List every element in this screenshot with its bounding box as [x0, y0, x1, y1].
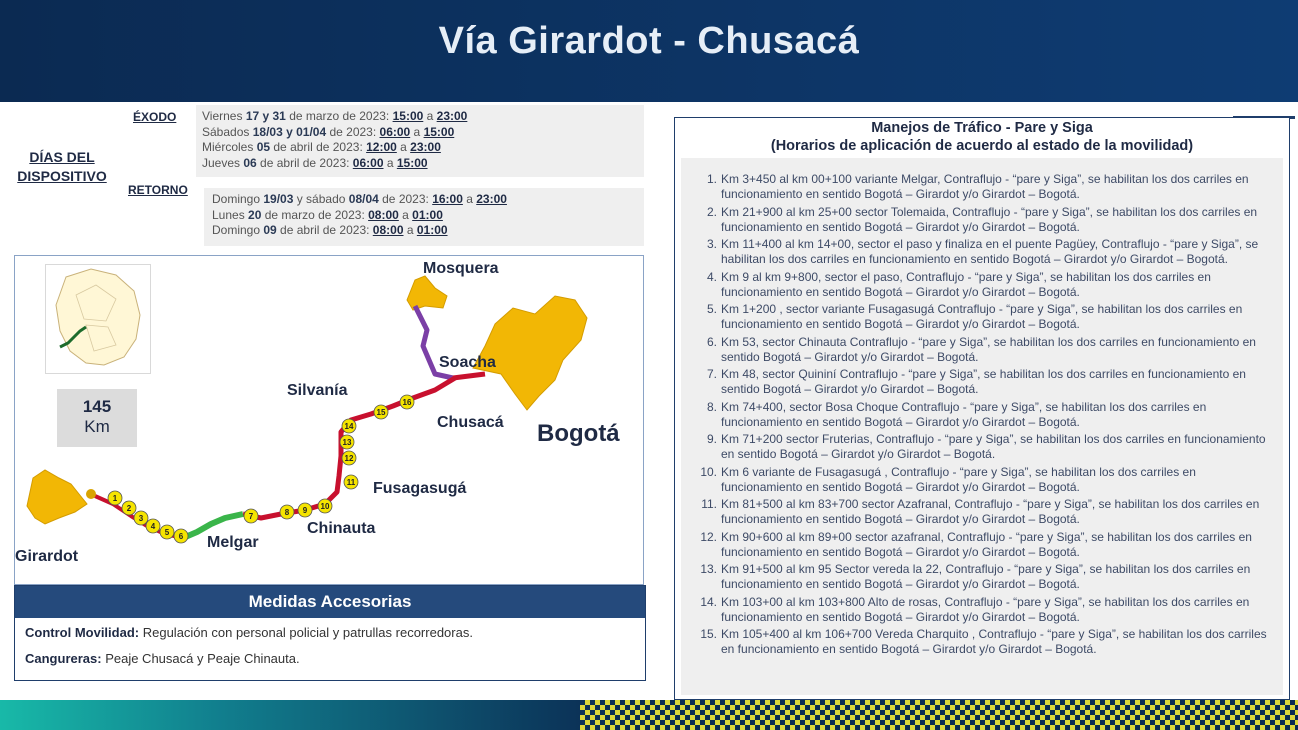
list-item — [693, 400, 1273, 430]
list-item-text: Km 81+500 al km 83+700 sector Azafranal, Contraflujo - “pare y Siga”, se habilitan los dos carriles en funcionamiento en sentido Bogotá – Girardot y/o Girardot – Bogotá. — [721, 497, 1260, 527]
list-item-text: Km 53, sector Chinauta Contraflujo - “pare y Siga”, se habilitan los dos carriles en funcionamiento en sentido Bogotá – Girardot y/o Girardot – Bogotá. — [721, 334, 1256, 364]
route-marker-9 — [298, 503, 312, 517]
page-title: Vía Girardot - Chusacá — [438, 20, 860, 62]
schedule-line: Miércoles 05 de abril de 2023: 12:00 a 23:00 — [202, 140, 441, 154]
list-item-number: 14. — [700, 594, 717, 609]
city-girardot: Girardot — [15, 548, 79, 565]
exodo-label: ÉXODO — [133, 110, 177, 124]
medidas-accesorias-box — [14, 585, 646, 681]
svg-text:4: 4 — [150, 522, 156, 531]
dias-label-line2: DISPOSITIVO — [17, 168, 107, 184]
list-item — [693, 205, 1273, 235]
svg-text:1: 1 — [112, 494, 118, 503]
list-item-number: 12. — [700, 529, 717, 544]
list-item-number: 6. — [706, 334, 717, 349]
list-item-number: 11. — [701, 497, 717, 511]
bogota-region — [473, 296, 587, 410]
distance-value: 145 — [82, 397, 112, 416]
list-item-text: Km 3+450 al km 00+100 variante Melgar, Contraflujo - “pare y Siga”, se habilitan los dos carriles en funcionamiento en sentido Bogotá – Girardot y/o Girardot – Bogotá. — [721, 172, 1249, 202]
list-item — [693, 335, 1273, 365]
list-item-text: Km 9 al km 9+800, sector el paso, Contraflujo - “pare y Siga”, se habilitan los dos carriles en funcionamiento en sentido Bogotá – Girardot y/o Girardot – Bogotá. — [721, 269, 1211, 299]
route-marker-15 — [374, 405, 388, 419]
svg-text:2: 2 — [126, 504, 132, 513]
pare-y-siga-panel — [674, 117, 1290, 700]
svg-text:11: 11 — [346, 478, 356, 487]
list-item-number: 15. — [700, 627, 717, 641]
list-item-text: Km 1+200 , sector variante Fusagasugá Contraflujo - “pare y Siga”, se habilitan los dos carriles en funcionamiento en sentido Bogotá – Girardot y/o Girardot – Bogotá. — [721, 302, 1243, 332]
svg-text:6: 6 — [178, 532, 184, 541]
schedule-line: Jueves 06 de abril de 2023: 06:00 a 15:00 — [202, 155, 428, 170]
route-map — [14, 255, 644, 585]
panel-title-line1: Manejos de Tráfico - Pare y Siga — [871, 120, 1093, 136]
list-item-number: 10. — [700, 464, 717, 479]
mosquera-region — [407, 276, 447, 310]
list-item-number: 4. — [706, 269, 717, 284]
list-item-number: 2. — [706, 204, 717, 219]
medidas-title: Medidas Accesorias — [15, 586, 645, 618]
route-marker-14 — [342, 419, 356, 433]
panel-list-area — [681, 158, 1283, 695]
route-marker-7 — [244, 509, 258, 523]
list-item-text: Km 103+00 al km 103+800 Alto de rosas, Contraflujo - “pare y Siga”, se habilitan los dos carriles en funcionamiento en sentido Bogotá – Girardot y/o Girardot – Bogotá. — [721, 594, 1250, 624]
list-item-text: Km 48, sector Quininí Contraflujo - “pare y Siga”, se habilitan los dos carriles en funcionamiento en sentido Bogotá – Girardot y/o Girardot – Bogotá. — [721, 367, 1246, 397]
panel-title-line2: (Horarios de aplicación de acuerdo al estado de la movilidad) — [770, 138, 1194, 154]
city-melgar: Melgar — [207, 534, 259, 551]
medida-row: Control Movilidad: Regulación con personal policial y patrullas recorredoras. — [25, 625, 473, 640]
route-marker-6 — [174, 529, 188, 543]
list-item-number: 13. — [700, 562, 717, 576]
city-mosquera: Mosquera — [423, 260, 499, 277]
list-item-text: Km 91+500 al km 95 Sector vereda la 22, Contraflujo - “pare y Siga”, se habilitan los dos carriles en funcionamiento en sentido Bogotá – Girardot y/o Girardot – Bogotá. — [721, 562, 1251, 592]
city-bogota: Bogotá — [537, 420, 620, 447]
svg-text:14: 14 — [344, 422, 354, 431]
list-item — [693, 432, 1273, 462]
svg-text:8: 8 — [284, 508, 290, 517]
list-item — [693, 497, 1273, 527]
exodo-schedule — [196, 105, 644, 177]
svg-text:3: 3 — [138, 514, 144, 523]
list-item-text: Km 105+400 al km 106+700 Vereda Charquito , Contraflujo - “pare y Siga”, se habilitan los dos carriles en funcionamiento en sentido Bogotá – Girardot y/o Girardot – Bogotá. — [721, 627, 1267, 657]
list-item-number: 3. — [706, 237, 717, 251]
list-item-number: 5. — [706, 302, 717, 316]
retorno-schedule — [204, 188, 644, 246]
footer-checker-pattern — [580, 700, 1298, 730]
pare-y-siga-list — [681, 158, 1283, 657]
dias-dispositivo-label — [12, 148, 112, 186]
list-item-number: 7. — [706, 367, 717, 381]
svg-text:7: 7 — [248, 512, 254, 521]
route-marker-10 — [318, 499, 332, 513]
route-marker-13 — [340, 435, 354, 449]
route-marker-2 — [122, 501, 136, 515]
list-item — [693, 270, 1273, 300]
route-marker-1 — [108, 491, 122, 505]
route-marker-8 — [280, 505, 294, 519]
city-fusagasuga: Fusagasugá — [373, 480, 467, 497]
list-item — [693, 530, 1273, 560]
retorno-label: RETORNO — [128, 183, 188, 197]
svg-text:9: 9 — [302, 506, 308, 515]
header-banner — [0, 0, 1298, 102]
footer-gradient — [0, 700, 620, 730]
city-soacha: Soacha — [439, 354, 496, 371]
medida-row: Cangureras: Peaje Chusacá y Peaje Chinauta. — [25, 651, 300, 666]
schedule-line: Lunes 20 de marzo de 2023: 08:00 a 01:00 — [212, 207, 443, 222]
schedule-line: Sábados 18/03 y 01/04 de 2023: 06:00 a 15:00 — [202, 124, 455, 139]
svg-text:15: 15 — [376, 408, 386, 417]
svg-text:13: 13 — [342, 438, 352, 447]
schedule-line: Domingo 19/03 y sábado 08/04 de 2023: 16:00 a 23:00 — [212, 192, 507, 206]
list-item-text: Km 21+900 al km 25+00 sector Tolemaida, Contraflujo - “pare y Siga”, se habilitan los dos carriles en funcionamiento en sentido Bogotá – Girardot y/o Girardot – Bogotá. — [721, 204, 1258, 234]
list-item — [693, 172, 1273, 202]
list-item — [693, 367, 1273, 397]
list-item-number: 8. — [706, 399, 717, 414]
city-chusaca: Chusacá — [437, 414, 504, 431]
route-marker-3 — [134, 511, 148, 525]
svg-text:10: 10 — [320, 502, 330, 511]
soacha-connector — [453, 374, 485, 378]
list-item — [693, 562, 1273, 592]
list-item-number: 9. — [706, 432, 717, 446]
svg-text:12: 12 — [344, 454, 354, 463]
schedule-line: Domingo 09 de abril de 2023: 08:00 a 01:00 — [212, 223, 448, 237]
list-item — [693, 302, 1273, 332]
dias-label-line1: DÍAS DEL — [29, 149, 95, 165]
city-chinauta: Chinauta — [307, 520, 376, 537]
svg-text:5: 5 — [164, 528, 170, 537]
girardot-point — [86, 489, 96, 499]
route-marker-16 — [400, 395, 414, 409]
route-marker-4 — [146, 519, 160, 533]
list-item — [693, 627, 1273, 657]
route-marker-11 — [344, 475, 358, 489]
list-item-number: 1. — [706, 172, 717, 186]
list-item-text: Km 11+400 al km 14+00, sector el paso y finaliza en el puente Pagüey, Contraflujo - “pare y Siga”, se habilitan los dos carriles en funcionamiento en sentido Bogotá – Girardot y/o Girardot – Bogotá. — [721, 237, 1259, 267]
girardot-region — [27, 470, 87, 524]
route-marker-12 — [342, 451, 356, 465]
list-item-text: Km 71+200 sector Fruterias, Contraflujo - “pare y Siga”, se habilitan los dos carriles en funcionamiento en sentido Bogotá – Girardot y/o Girardot – Bogotá. — [721, 432, 1266, 462]
list-item — [693, 237, 1273, 267]
panel-title — [675, 119, 1289, 155]
list-item — [693, 595, 1273, 625]
list-item-text: Km 74+400, sector Bosa Choque Contraflujo - “pare y Siga”, se habilitan los dos carriles en funcionamiento en sentido Bogotá – Girardot y/o Girardot – Bogotá. — [721, 399, 1207, 429]
route-marker-5 — [160, 525, 174, 539]
city-silvania: Silvanía — [287, 382, 348, 399]
list-item-text: Km 6 variante de Fusagasugá , Contraflujo - “pare y Siga”, se habilitan los dos carriles en funcionamiento en sentido Bogotá – Girardot y/o Girardot – Bogotá. — [721, 464, 1196, 494]
svg-text:16: 16 — [402, 398, 412, 407]
list-item — [693, 465, 1273, 495]
schedule-line: Viernes 17 y 31 de marzo de 2023: 15:00 a 23:00 — [202, 109, 468, 123]
distance-unit: Km — [84, 417, 110, 436]
list-item-text: Km 90+600 al km 89+00 sector azafranal, Contraflujo - “pare y Siga”, se habilitan los dos carriles en funcionamiento en sentido Bogotá – Girardot y/o Girardot – Bogotá. — [721, 529, 1252, 559]
footer-band — [0, 700, 1298, 730]
